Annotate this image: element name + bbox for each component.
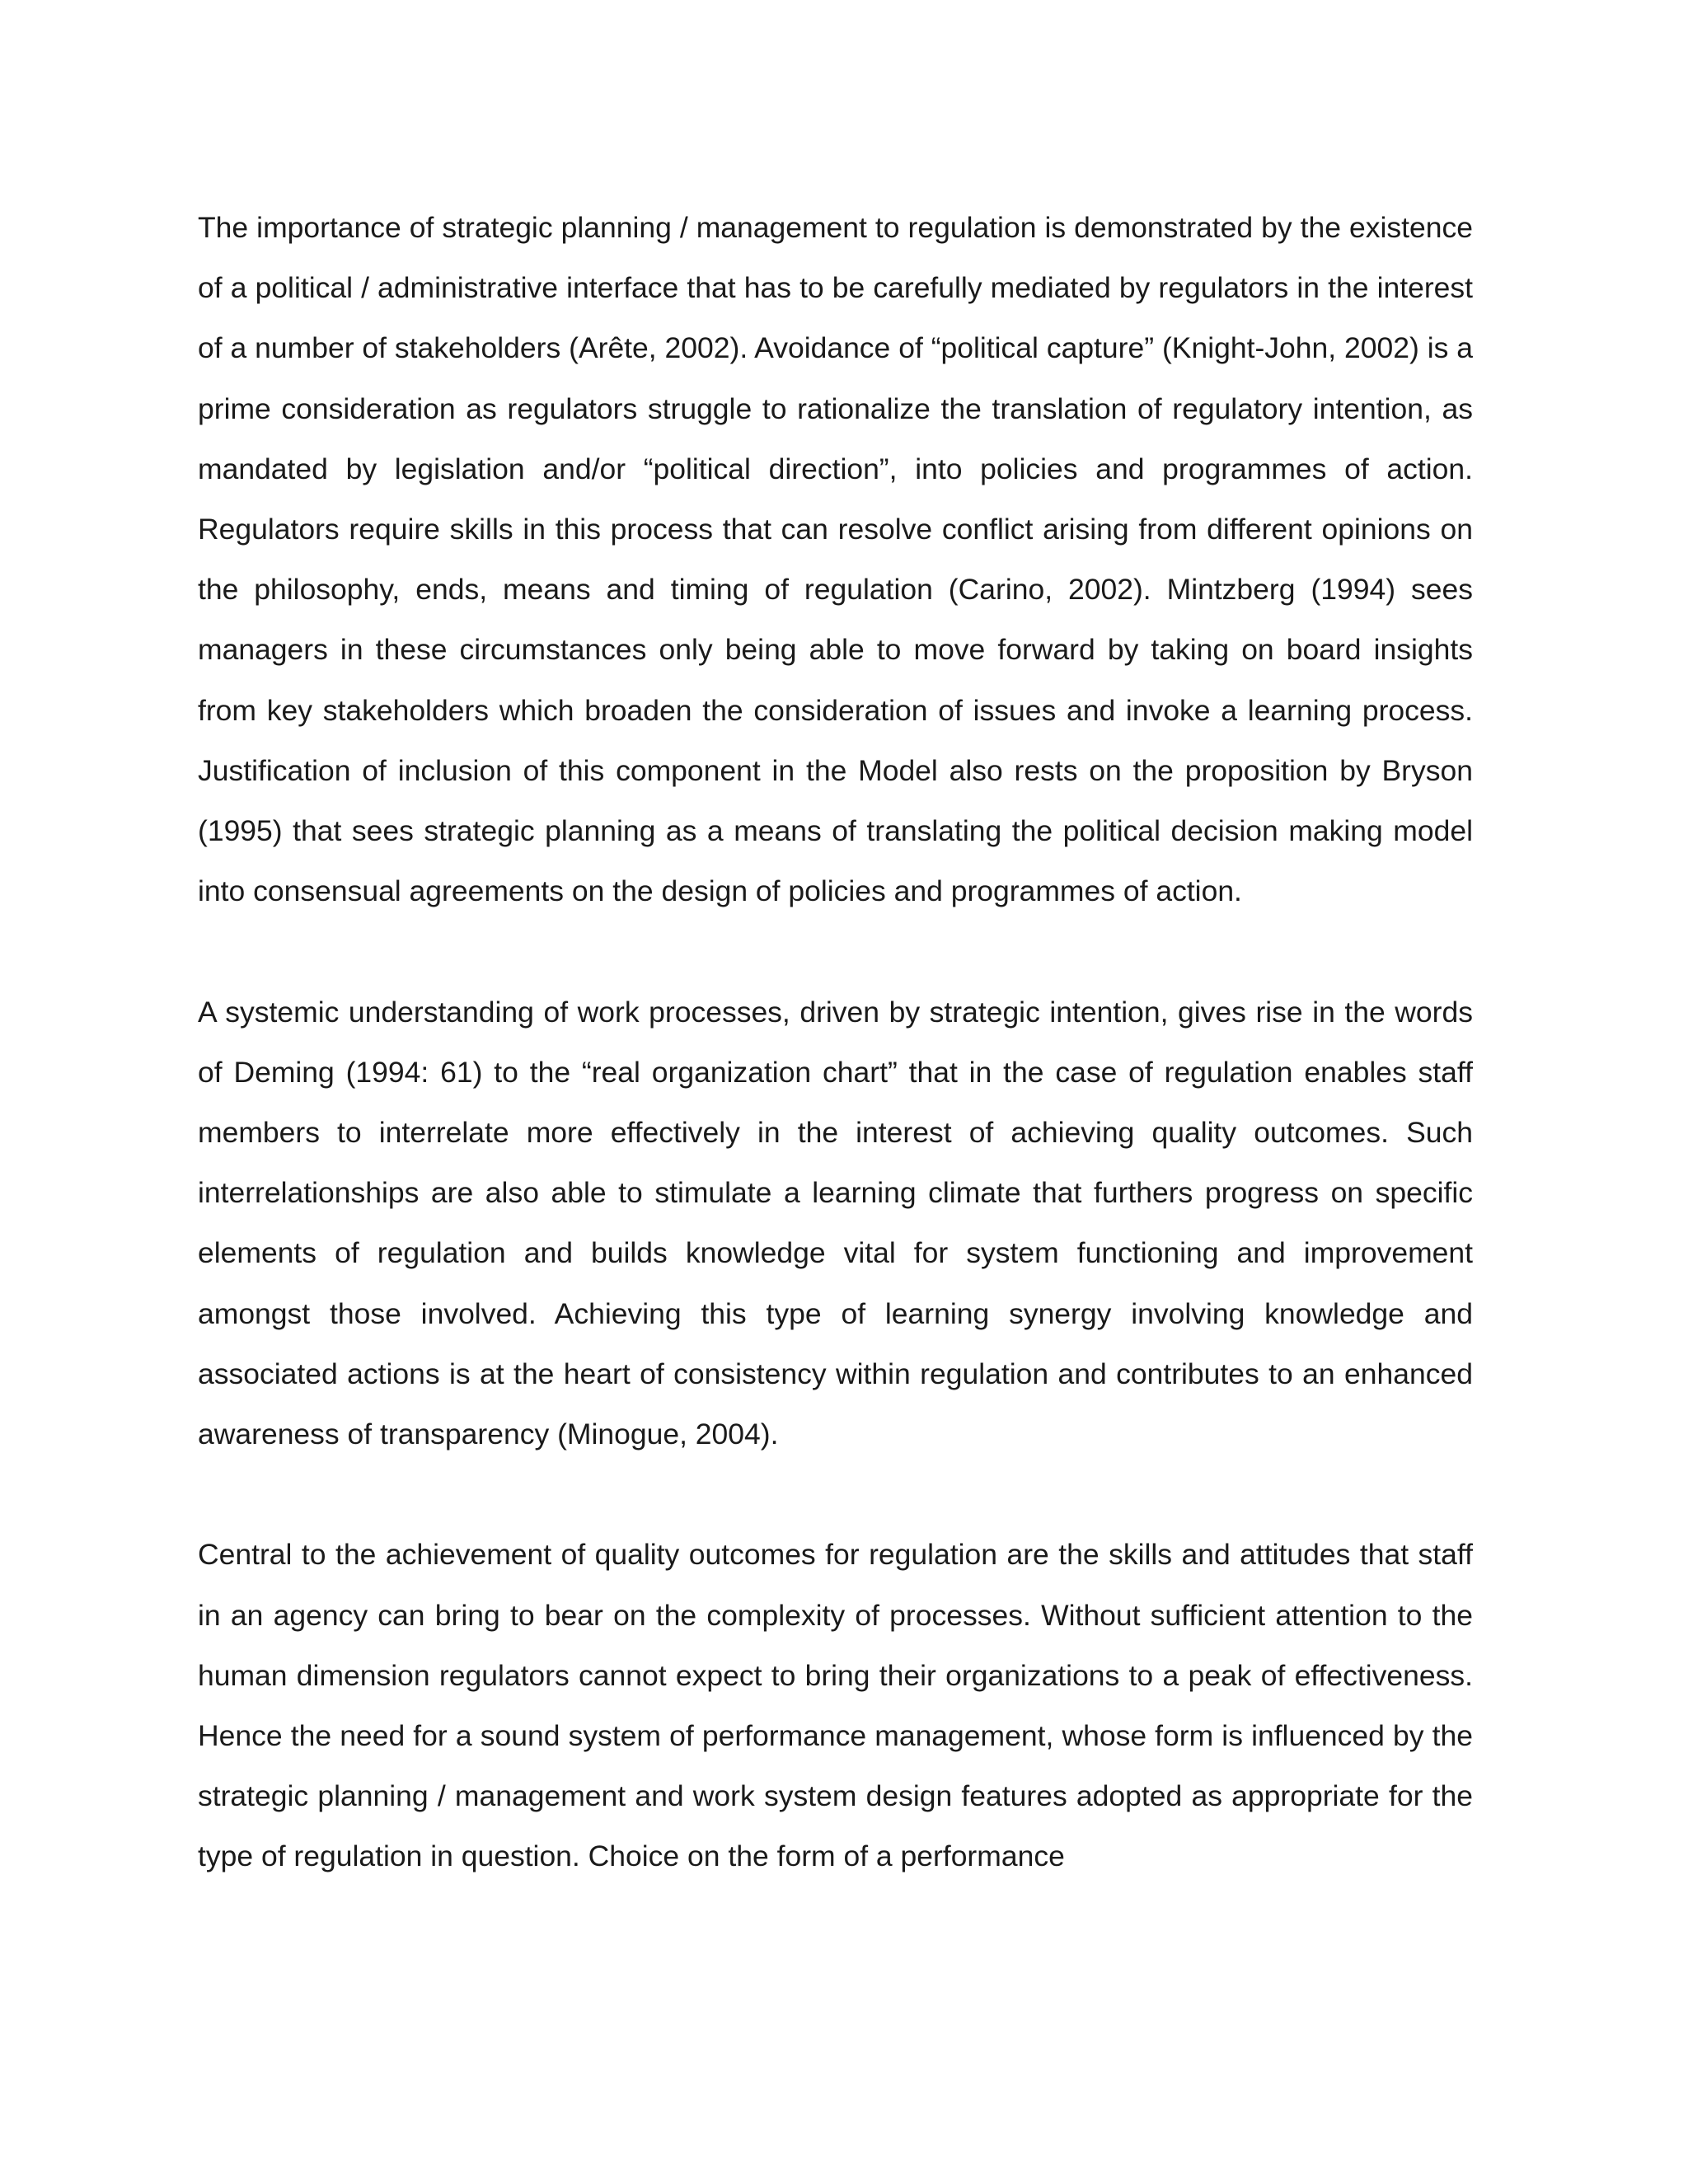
document-body: [198, 198, 1473, 1887]
paragraph-performance-management: Central to the achievement of quality outcomes for regulation are the skills and attitudes that staff in an agency can bring to bear on the complexity of processes. Without sufficient attention to the human dimension regulators cannot expect to bring their organizations to a peak of effectiveness. Hence the need for a sound system of performance management, whose form is influenced by the strategic planning / management and work system design features adopted as appropriate for the type of regulation in question. Choice on the form of a performance: [198, 1538, 1473, 1873]
paragraph-strategic-planning: The importance of strategic planning / management to regulation is demonstrated by the existence of a political / administrative interface that has to be carefully mediated by regulators in the interest of a number of stakeholders (Arête, 2002). Avoidance of “political capture” (Knight-John, 2002) is a prime consideration as regulators struggle to rationalize the translation of regulatory intention, as mandated by legislation and/or “political direction”, into policies and programmes of action. Regulators require skills in this process that can resolve conflict arising from different opinions on the philosophy, ends, means and timing of regulation (Carino, 2002). Mintzberg (1994) sees managers in these circumstances only being able to move forward by taking on board insights from key stakeholders which broaden the consideration of issues and invoke a learning process. Justification of inclusion of this component in the Model also rests on the proposition by Bryson (1995) that sees strategic planning as a means of translating the political decision making model into consensual agreements on the design of policies and programmes of action.: [198, 211, 1473, 908]
paragraph-work-processes: A systemic understanding of work processes, driven by strategic intention, gives rise in the words of Deming (1994: 61) to the “real organization chart” that in the case of regulation enables staff members to interrelate more effectively in the interest of achieving quality outcomes. Such interrelationships are also able to stimulate a learning climate that furthers progress on specific elements of regulation and builds knowledge vital for system functioning and improvement amongst those involved. Achieving this type of learning synergy involving knowledge and associated actions is at the heart of consistency within regulation and contributes to an enhanced awareness of transparency (Minogue, 2004).: [198, 995, 1473, 1451]
